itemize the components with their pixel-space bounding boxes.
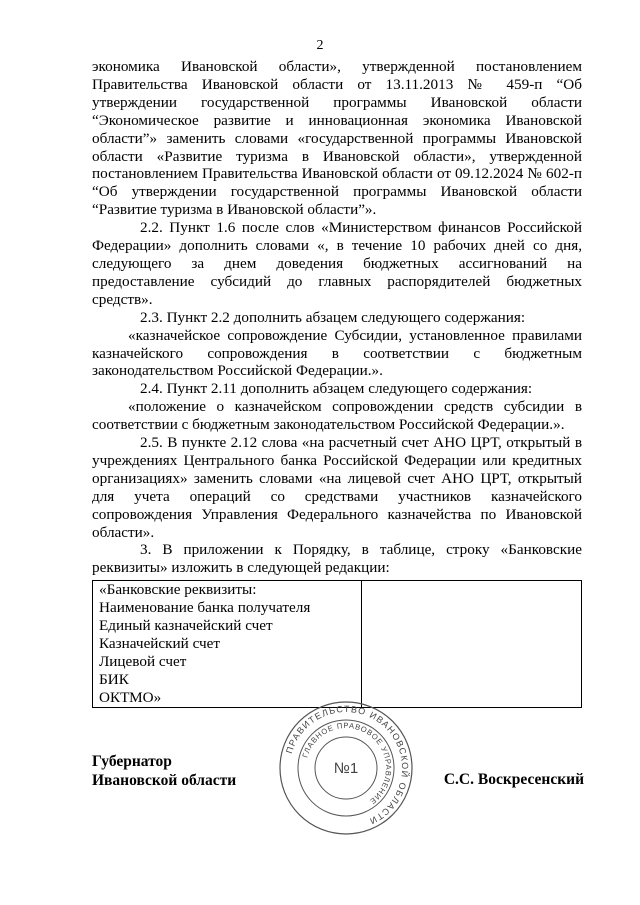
official-seal-stamp <box>278 700 414 836</box>
paragraph: экономика Ивановской области», утвержденной постановлением Правительства Ивановской области от 13.11.2013 № 459-п “Об утверждении государственной программы Ивановской области “Экономическое развитие и инновационная экономика Ивановской области”» заменить словами «государственной программы Ивановской области «Развитие туризма в Ивановской области», утвержденной постановлением Правительства Ивановской области от 09.12.2024 № 602-п “Об утверждении государственной программы Ивановской области “Развитие туризма в Ивановской области”». <box>92 58 582 219</box>
table-row-label: БИК <box>99 670 129 688</box>
paragraph: 2.4. Пункт 2.11 дополнить абзацем следующего содержания: <box>140 380 533 398</box>
bank-details-table <box>92 580 582 707</box>
paragraph: 2.2. Пункт 1.6 после слов «Министерством финансов Российской Федерации» дополнить словами «, в течение 10 рабочих дней со дня, следующего за днем доведения бюджетных ассигнований на предоставление субсидий до главных распорядителей бюджетных средств». <box>92 219 582 308</box>
bank-details-left-cell <box>93 581 362 707</box>
signature-title-line: Губернатор <box>92 753 172 770</box>
paragraph: «положение о казначейском сопровождении средств субсидии в соответствии с бюджетным законодательством Российской Федерации.». <box>92 398 582 434</box>
svg-text:ПРАВИТЕЛЬСТВО ИВАНОВСКОЙ ОБЛАС: ПРАВИТЕЛЬСТВО ИВАНОВСКОЙ ОБЛАСТИ <box>284 703 411 827</box>
paragraph: 2.5. В пункте 2.12 слова «на расчетный счет АНО ЦРТ, открытый в учреждениях Центрального банка Российской Федерации или кредитных организациях» заменить словами «на лицевой счет АНО ЦРТ, открытый для учета операций со средствами участников казначейского сопровождения Управления Федерального казначейства по Ивановской области». <box>92 434 582 541</box>
paragraph: «казначейское сопровождение Субсидии, установленное правилами казначейского сопровождения в соответствии с бюджетным законодательством Российской Федерации.». <box>92 326 582 380</box>
paragraph: 3. В приложении к Порядку, в таблице, строку «Банковские реквизиты» изложить в следующей редакции: <box>92 541 582 577</box>
svg-text:№1: №1 <box>333 760 359 777</box>
signature-title-line: Ивановской области <box>92 772 237 789</box>
page-number: 2 <box>316 38 324 53</box>
table-row-label: Единый казначейский счет <box>99 617 273 635</box>
bank-details-right-cell <box>362 581 582 707</box>
table-row-label: Казначейский счет <box>99 635 221 652</box>
table-row-label: Наименование банка получателя <box>99 599 311 617</box>
signature-title <box>92 752 236 790</box>
signature-name: С.С. Воскресенский <box>443 771 584 788</box>
table-row-label: «Банковские реквизиты: <box>99 581 257 599</box>
table-row-label: ОКТМО» <box>99 688 162 706</box>
svg-text:ГЛАВНОЕ ПРАВОВОЕ УПРАВЛЕНИЕ: ГЛАВНОЕ ПРАВОВОЕ УПРАВЛЕНИЕ <box>300 720 394 807</box>
document-body <box>92 58 582 708</box>
table-row-label: Лицевой счет <box>99 652 187 670</box>
paragraph: 2.3. Пункт 2.2 дополнить абзацем следующего содержания: <box>140 308 526 326</box>
